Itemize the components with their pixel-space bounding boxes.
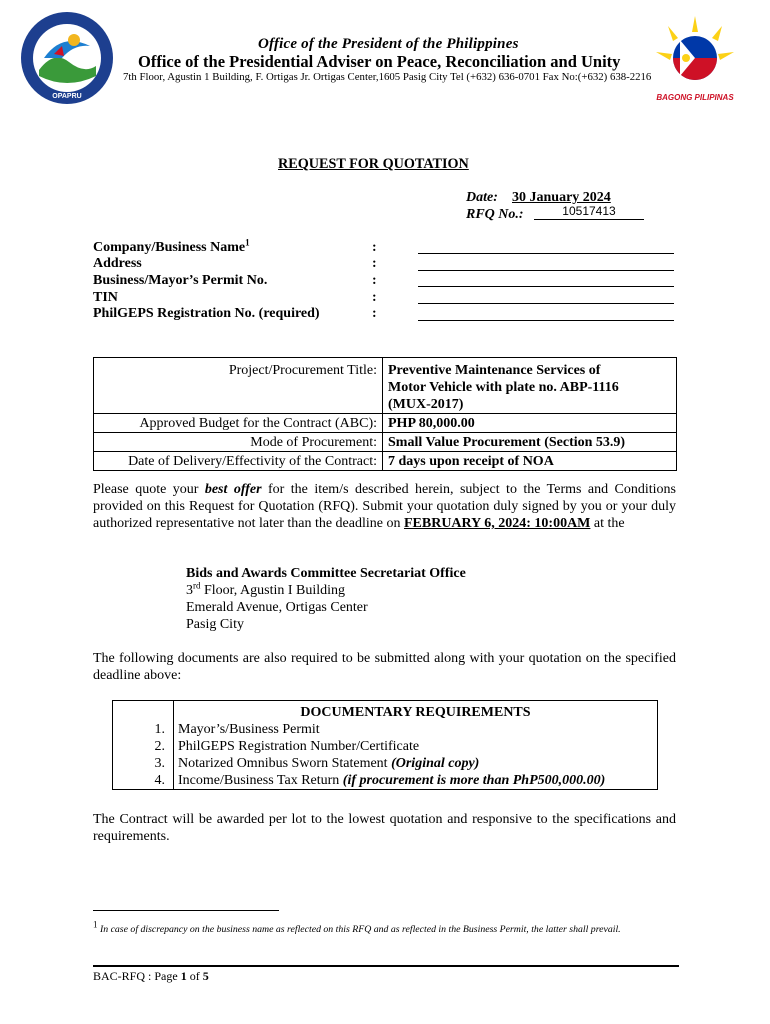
address-label: Address	[93, 256, 142, 271]
table-row: 1. Mayor’s/Business Permit	[113, 721, 658, 738]
table-row: 4. Income/Business Tax Return (if procurement is more than PhP500,000.00)	[113, 772, 658, 790]
footnote: $^1$ In case of discrepancy on the business name as reflected on this RFQ and as reflected in the Business Permit, the latter shall prevail.	[93, 919, 621, 935]
footnote-divider	[93, 910, 279, 911]
mode-value: Small Value Procurement (Section 53.9)	[383, 433, 677, 452]
mode-label: Mode of Procurement:	[94, 433, 383, 452]
opapru-seal-icon	[14, 10, 120, 106]
address-street: Emerald Avenue, Ortigas Center	[186, 600, 368, 615]
footer-divider	[93, 965, 679, 967]
bagong-pilipinas-logo	[648, 14, 743, 104]
tin-label: TIN	[93, 290, 118, 305]
instructions-paragraph: Please quote your best offer for the item/s described herein, subject to the Terms and Conditions provided on this Request for Quotation (RFQ). Submit your quotation duly signed by you or your duly authorized representative not later than the deadline on FEBRUARY 6, 2024: 10:00AM at the	[93, 482, 677, 531]
bac-office-name: Bids and Awards Committee Secretariat Office	[186, 566, 466, 581]
colon: :	[372, 306, 377, 321]
address-city: Pasig City	[186, 617, 244, 632]
company-name-field[interactable]	[418, 253, 674, 254]
rfq-number-value: 10517413	[534, 204, 644, 220]
abc-label: Approved Budget for the Contract (ABC):	[94, 414, 383, 433]
requirements-heading: DOCUMENTARY REQUIREMENTS	[300, 705, 531, 720]
project-title-value: Preventive Maintenance Services of Motor Vehicle with plate no. ABP-1116 (MUX-2017)	[388, 363, 619, 412]
deadline: FEBRUARY 6, 2024: 10:00AM	[403, 516, 591, 531]
permit-label: Business/Mayor’s Permit No.	[93, 273, 268, 288]
tin-field[interactable]	[418, 303, 674, 304]
best-offer-emphasis: best offer	[204, 482, 262, 497]
philgeps-field[interactable]	[418, 320, 674, 321]
company-name-label: Company/Business Name$^1$	[93, 237, 250, 255]
header-opapru-name: Office of the Presidential Adviser on Peace, Reconciliation and Unity	[138, 52, 621, 71]
document-title: REQUEST FOR QUOTATION	[278, 156, 469, 172]
svg-text:OPAPRU: OPAPRU	[52, 93, 82, 100]
table-row: 3. Notarized Omnibus Sworn Statement (Original copy)	[113, 755, 658, 772]
address-field[interactable]	[418, 270, 674, 271]
date-value: 30 January 2024	[512, 190, 611, 205]
header-office-of-president: Office of the President of the Philippines	[258, 36, 519, 52]
award-paragraph: The Contract will be awarded per lot to the lowest quotation and responsive to the specifications and requirements.	[93, 812, 676, 844]
project-details-table	[93, 357, 677, 471]
delivery-value: 7 days upon receipt of NOA	[383, 452, 677, 471]
submission-address	[186, 565, 466, 633]
header-spacer	[113, 701, 174, 722]
rfq-number-label: RFQ No.:	[466, 207, 524, 222]
abc-value: PHP 80,000.00	[383, 414, 677, 433]
colon: :	[372, 273, 377, 288]
svg-text:BAGONG PILIPINAS: BAGONG PILIPINAS	[656, 93, 734, 102]
delivery-label: Date of Delivery/Effectivity of the Contract:	[94, 452, 383, 471]
header-address: 7th Floor, Agustin 1 Building, F. Ortigas Jr. Ortigas Center,1605 Pasig City Tel (+632) 636-0701 Fax No:(+632) 638-2216	[123, 71, 652, 83]
address-floor: 3rd Floor, Agustin I Building	[186, 580, 346, 598]
colon: :	[372, 256, 377, 271]
page-number: BAC-RFQ : Page 1 of 5	[93, 969, 209, 983]
project-title-label: Project/Procurement Title:	[94, 358, 383, 414]
colon: :	[372, 240, 377, 255]
opapru-logo	[14, 10, 120, 106]
permit-field[interactable]	[418, 286, 674, 287]
philgeps-label: PhilGEPS Registration No. (required)	[93, 306, 320, 321]
documentary-requirements-table	[112, 700, 658, 790]
colon: :	[372, 290, 377, 305]
required-documents-intro: The following documents are also required to be submitted along with your quotation on the specified deadline above:	[93, 651, 676, 683]
table-row: 2. PhilGEPS Registration Number/Certificate	[113, 738, 658, 755]
date-label: Date:	[466, 190, 498, 205]
philippine-sun-icon	[648, 14, 743, 104]
footnote-ref: 1	[245, 237, 250, 248]
